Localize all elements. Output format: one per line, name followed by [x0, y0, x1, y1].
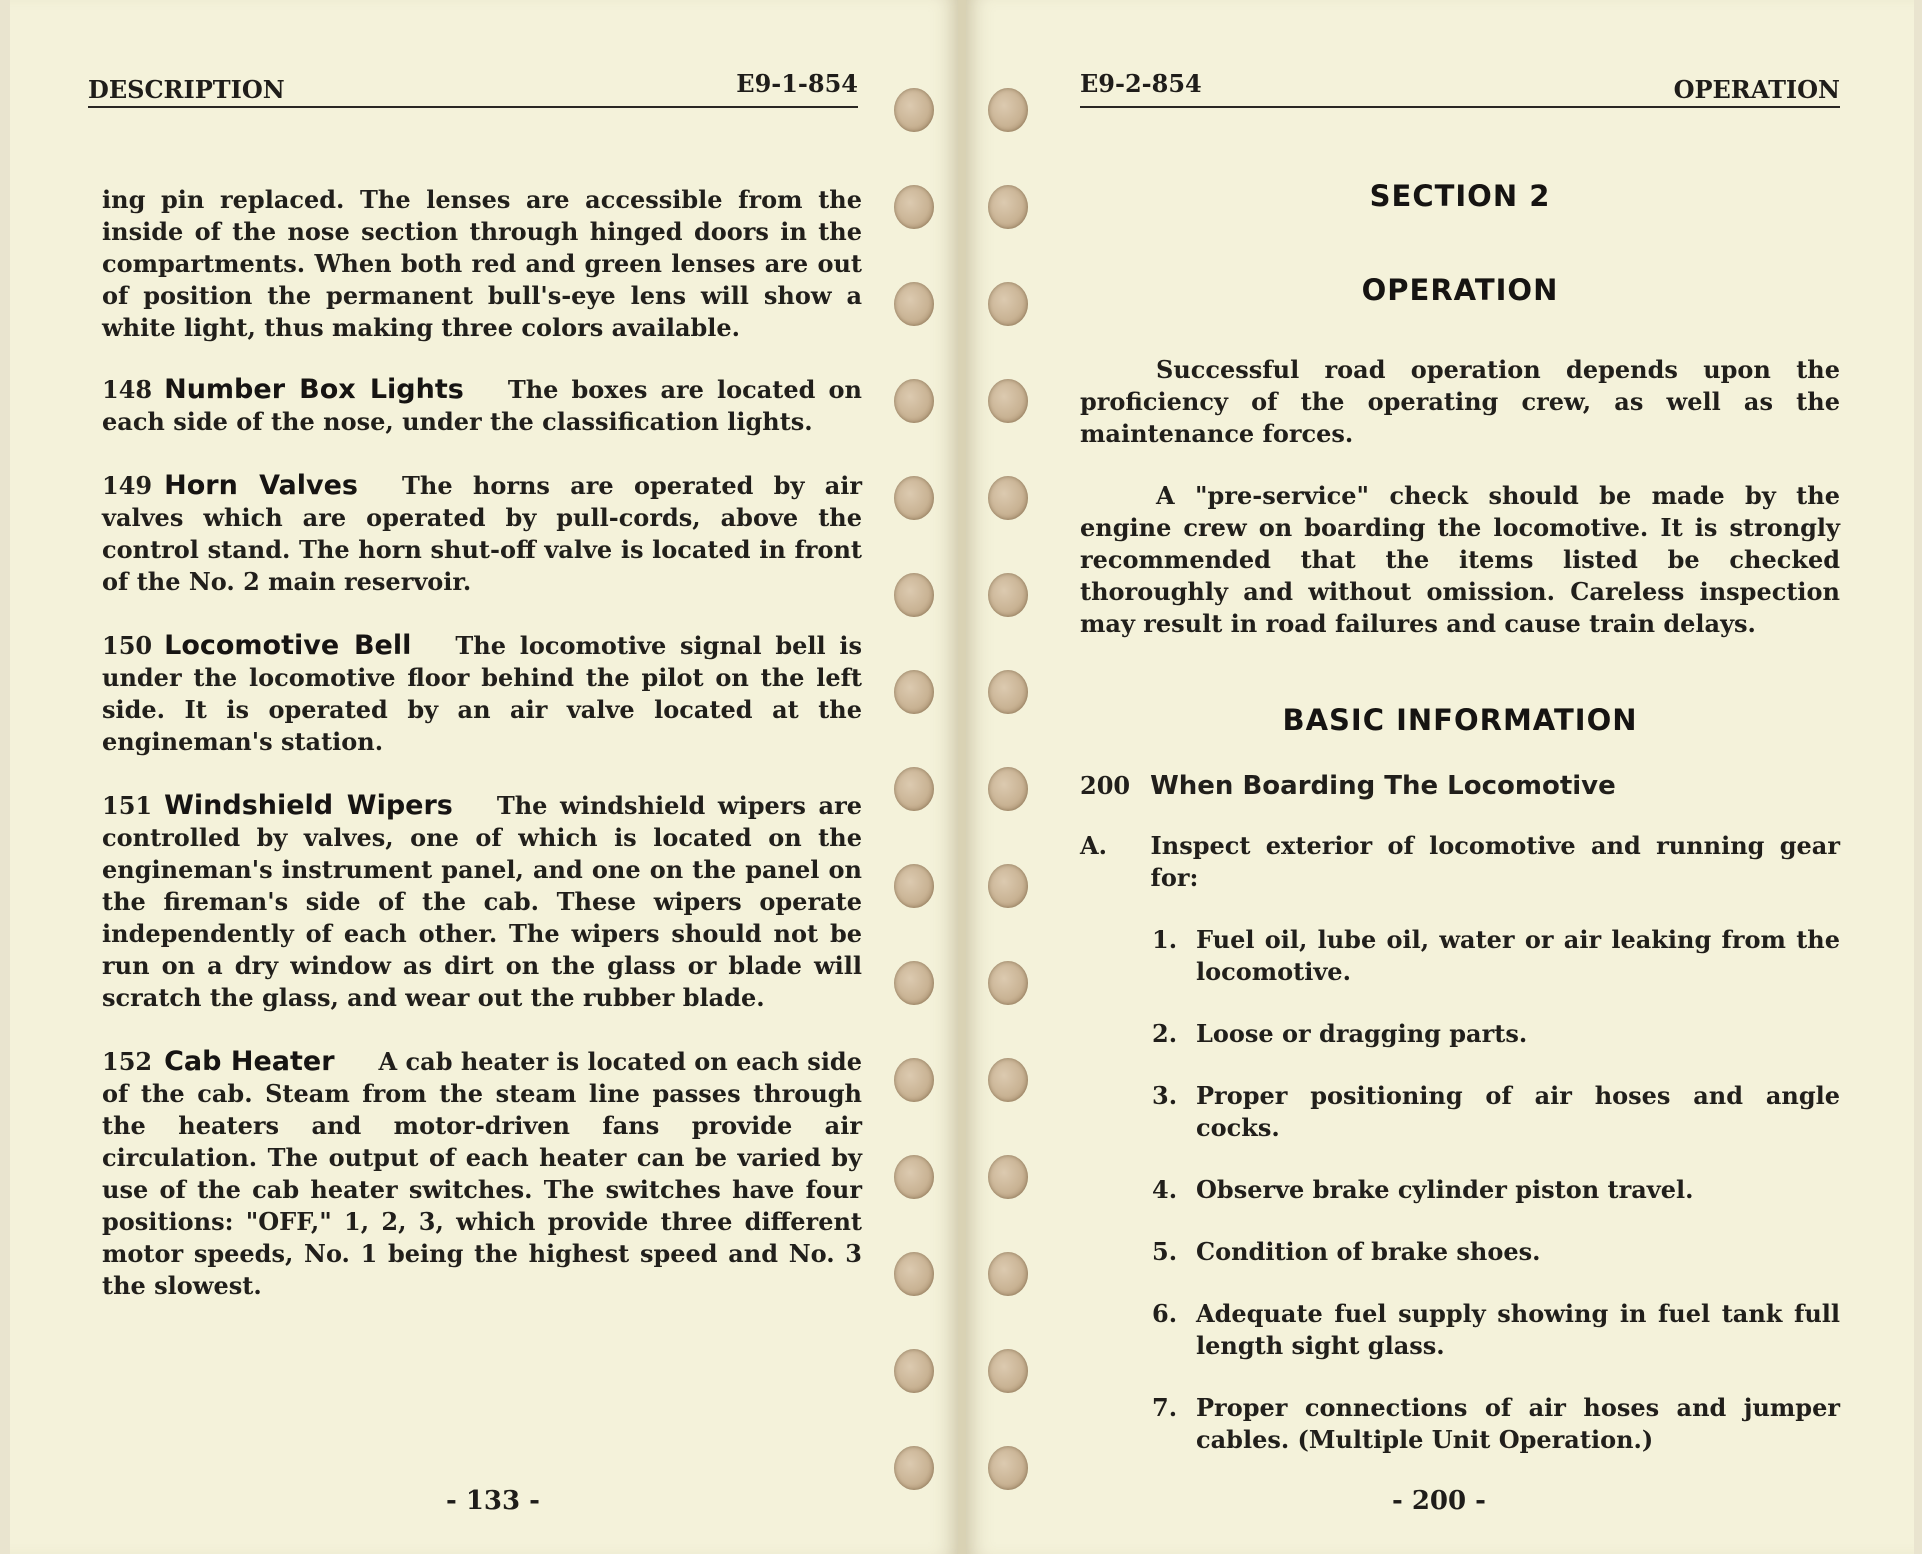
binding-hole [988, 670, 1028, 714]
binding-hole [988, 476, 1028, 520]
binding-hole [894, 379, 934, 423]
list-item-number: 2. [1152, 1019, 1178, 1048]
item-148 [102, 374, 862, 438]
subsection-number: 200 [1080, 771, 1131, 800]
binding-hole [988, 1155, 1028, 1199]
binding-hole [988, 1446, 1028, 1490]
item-150 [102, 630, 862, 758]
binding-hole [988, 767, 1028, 811]
list-item [1152, 1080, 1840, 1144]
binding-hole [988, 88, 1028, 132]
left-page-number: - 133 - [446, 1486, 540, 1516]
list-item [1152, 1236, 1840, 1268]
left-header-code: E9-1-854 [736, 69, 858, 98]
binding-hole [988, 1252, 1028, 1296]
item-number: 150 [102, 631, 153, 660]
inspection-checklist [1152, 924, 1840, 1456]
list-item-text: Proper connections of air hoses and jumper cables. (Multiple Unit Operation.) [1196, 1393, 1840, 1454]
item-number: 152 [102, 1047, 153, 1076]
list-item-text: Observe brake cylinder piston travel. [1196, 1175, 1694, 1204]
list-item-number: 1. [1152, 925, 1178, 954]
binding-hole [988, 961, 1028, 1005]
binding-hole [894, 1058, 934, 1102]
left-running-head [88, 69, 858, 108]
section-label: SECTION 2 [1369, 179, 1551, 213]
list-item-number: 7. [1152, 1393, 1178, 1422]
left-page [10, 0, 958, 1554]
binding-hole [894, 282, 934, 326]
binding-hole [894, 88, 934, 132]
right-page-number: - 200 - [1392, 1486, 1486, 1516]
list-item [1152, 924, 1840, 988]
list-item-text: Fuel oil, lube oil, water or air leaking from the locomotive. [1196, 925, 1840, 986]
binding-hole [894, 864, 934, 908]
item-152 [102, 1046, 862, 1302]
item-title: Windshield Wipers [164, 790, 453, 821]
binding-hole [894, 573, 934, 617]
list-item [1152, 1298, 1840, 1362]
binding-hole [894, 476, 934, 520]
binding-hole [894, 1349, 934, 1393]
right-header-title: OPERATION [1673, 75, 1840, 104]
basic-information-heading: BASIC INFORMATION [1282, 703, 1638, 737]
list-item-number: 4. [1152, 1175, 1178, 1204]
list-item-number: 3. [1152, 1081, 1178, 1110]
section-title: OPERATION [1361, 273, 1559, 307]
list-item [1152, 1174, 1840, 1206]
right-binding-holes [978, 0, 1038, 1554]
binding-hole [988, 1349, 1028, 1393]
intro-paragraph-2: A "pre-service" check should be made by the engine crew on boarding the locomotive. It is strongly recommended that the items listed be checked thoroughly and without omission. Careless inspection may result in road failures and cause train delays. [1080, 481, 1840, 638]
list-item-number: 5. [1152, 1237, 1178, 1266]
subsection-heading [1080, 770, 1840, 802]
list-item [1152, 1392, 1840, 1456]
list-item-number: 6. [1152, 1299, 1178, 1328]
item-149 [102, 470, 862, 598]
item-number: 149 [102, 471, 153, 500]
binding-hole [988, 379, 1028, 423]
list-item-text: Condition of brake shoes. [1196, 1237, 1541, 1266]
intro-paragraph-1: Successful road operation depends upon the proficiency of the operating crew, as well as the maintenance forces. [1080, 355, 1840, 448]
list-item-text: Loose or dragging parts. [1196, 1019, 1528, 1048]
item-number: 151 [102, 791, 153, 820]
item-text: The boxes are located on each side of the nose, under the classification lights. [102, 375, 862, 436]
binding-hole [894, 670, 934, 714]
binding-hole [988, 864, 1028, 908]
intro-paragraph: ing pin replaced. The lenses are accessible from the inside of the nose section through hinged doors in the compartments. When both red and green lenses are out of position the permanent bull's-eye lens will show a white light, thus making three colors available. [102, 185, 862, 342]
item-title: Locomotive Bell [164, 630, 412, 661]
right-content [1080, 180, 1840, 1486]
binding-hole [988, 282, 1028, 326]
binding-hole [894, 1155, 934, 1199]
item-text: The locomotive signal bell is under the locomotive floor behind the pilot on the left side. It is operated by an air valve located at the engineman's station. [102, 631, 862, 756]
item-text: A cab heater is located on each side of the cab. Steam from the steam line passes through the heaters and motor-driven fans provide air circulation. The output of each heater can be varied by use of the cab heater switches. The switches have four positions: "OFF," 1, 2, 3, which provide three different motor speeds, No. 1 being the highest speed and No. 3 the slowest. [102, 1047, 862, 1300]
right-running-head [1080, 69, 1840, 108]
binding-hole [894, 767, 934, 811]
lettered-label: A. [1080, 831, 1107, 860]
binding-gutter [958, 0, 966, 1554]
subsection-title: When Boarding The Locomotive [1150, 771, 1616, 801]
binding-hole [894, 961, 934, 1005]
item-151 [102, 790, 862, 1014]
lettered-item-a [1080, 830, 1840, 894]
lettered-text: Inspect exterior of locomotive and running gear for: [1150, 831, 1840, 892]
list-item-text: Adequate fuel supply showing in fuel tank full length sight glass. [1196, 1299, 1840, 1360]
left-content [102, 184, 862, 1334]
left-binding-holes [886, 0, 946, 1554]
binding-hole [894, 1252, 934, 1296]
binding-hole [988, 573, 1028, 617]
left-header-title: DESCRIPTION [88, 75, 285, 104]
item-title: Horn Valves [164, 470, 359, 501]
item-number: 148 [102, 375, 153, 404]
item-title: Number Box Lights [164, 374, 464, 405]
item-text: The horns are operated by air valves which are operated by pull-cords, above the control stand. The horn shut-off valve is located in front of the No. 2 main reservoir. [102, 471, 863, 596]
item-title: Cab Heater [164, 1046, 335, 1077]
binding-hole [988, 185, 1028, 229]
right-page [966, 0, 1914, 1554]
list-item [1152, 1018, 1840, 1050]
list-item-text: Proper positioning of air hoses and angle cocks. [1196, 1081, 1840, 1142]
item-text: The windshield wipers are controlled by valves, one of which is located on the engineman's instrument panel, and one on the panel on the fireman's side of the cab. These wipers operate independently of each other. The wipers should not be run on a dry window as dirt on the glass or blade will scratch the glass, and wear out the rubber blade. [102, 791, 862, 1012]
right-header-code: E9-2-854 [1080, 69, 1202, 98]
binding-hole [894, 1446, 934, 1490]
binding-hole [988, 1058, 1028, 1102]
binding-hole [894, 185, 934, 229]
